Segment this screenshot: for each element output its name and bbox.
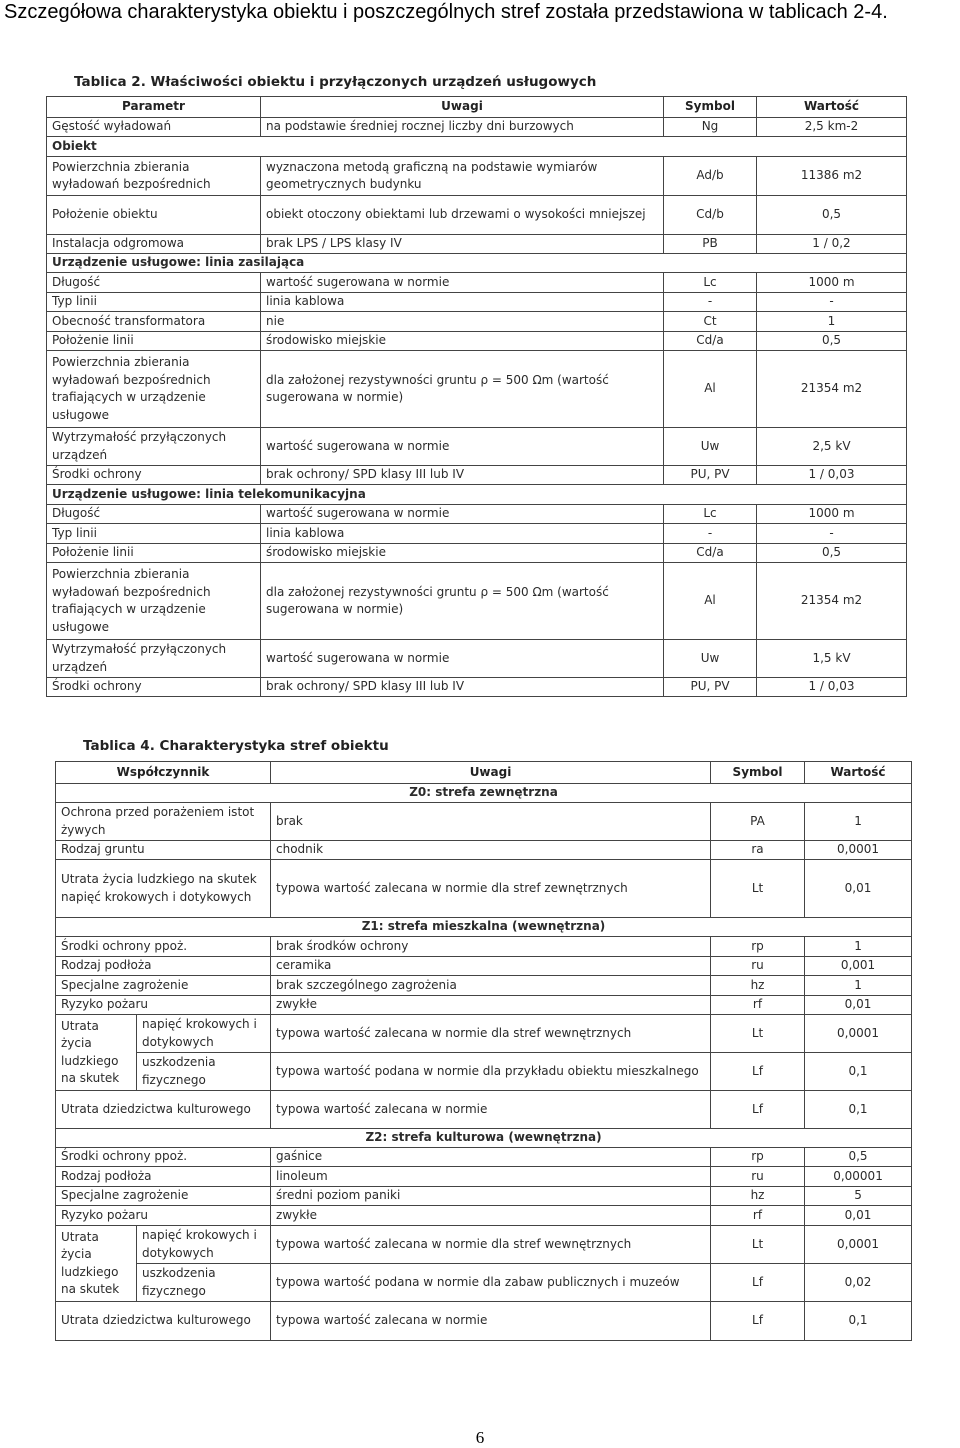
table2-row [47,428,907,466]
param-cell: Rodzaj gruntu [56,841,271,860]
table4-row [56,937,912,957]
notes-cell: brak środków ochrony [271,937,711,957]
table2-row [47,332,907,351]
symbol-cell: rf [711,996,805,1015]
symbol-cell: Lf [711,1091,805,1129]
zone-title: Z1: strefa mieszkalna (wewnętrzna) [56,918,912,937]
value-cell: 21354 m2 [757,351,907,428]
value-cell: 0,00001 [805,1167,912,1187]
param-cell: Utrata życia ludzkiego na skutek napięć krokowych i dotykowych [56,860,271,918]
param-cell: Środki ochrony ppoż. [56,937,271,957]
value-cell: 0,0001 [805,1226,912,1264]
value-cell: 0,01 [805,1206,912,1226]
param-cell: Rodzaj podłoża [56,957,271,976]
symbol-cell: Lf [711,1264,805,1302]
symbol-cell: rp [711,937,805,957]
param-cell: Położenie obiektu [47,196,261,235]
page-number: 6 [475,1428,485,1447]
symbol-cell: Lf [711,1302,805,1341]
notes-cell: wartość sugerowana w normie [261,273,664,293]
loss-subtype: napięć krokowych i dotykowych [137,1226,271,1264]
symbol-cell: Cd/a [664,332,757,351]
symbol-cell: Lt [711,1226,805,1264]
notes-cell: typowa wartość zalecana w normie [271,1091,711,1129]
header-uwagi: Uwagi [261,97,664,118]
param-cell: Położenie linii [47,544,261,563]
table2-caption: Tablica 2. Właściwości obiektu i przyłączonych urządzeń usługowych [74,74,597,90]
symbol-cell: Cd/a [664,544,757,563]
loss-group-label: Utrata życia ludzkiego na skutek [56,1226,137,1302]
symbol-cell: ra [711,841,805,860]
param-cell: Wytrzymałość przyłączonych urządzeń [47,640,261,678]
symbol-cell: hz [711,1187,805,1206]
table4-row [56,996,912,1015]
symbol-cell: PU, PV [664,678,757,697]
value-cell: 1 [805,803,912,841]
value-cell: 1000 m [757,505,907,524]
table4-heritage-row [56,1091,912,1129]
section-title: Urządzenie usługowe: linia telekomunikacyjna [47,485,907,505]
symbol-cell: - [664,293,757,312]
header-symbol: Symbol [664,97,757,118]
symbol-cell: hz [711,976,805,996]
section-title: Obiekt [47,137,907,157]
symbol-cell: Lc [664,273,757,293]
notes-cell: typowa wartość zalecana w normie dla stref wewnętrznych [271,1226,711,1264]
symbol-cell: Lt [711,860,805,918]
notes-cell: brak ochrony/ SPD klasy III lub IV [261,466,664,485]
table2-row [47,466,907,485]
notes-cell: obiekt otoczony obiektami lub drzewami o wysokości mniejszej [261,196,664,235]
value-cell: 5 [805,1187,912,1206]
notes-cell: ceramika [271,957,711,976]
notes-cell: typowa wartość zalecana w normie dla stref wewnętrznych [271,1015,711,1053]
notes-cell: brak szczególnego zagrożenia [271,976,711,996]
value-cell: 0,01 [805,996,912,1015]
table4-row [56,860,912,918]
symbol-cell: PA [711,803,805,841]
table4-row [56,1167,912,1187]
symbol-cell: - [664,524,757,544]
header-symbol: Symbol [711,762,805,784]
table4-row [56,957,912,976]
value-cell: 21354 m2 [757,563,907,640]
notes-cell: wartość sugerowana w normie [261,640,664,678]
zone-title-row [56,918,912,937]
value-cell: 1000 m [757,273,907,293]
header-wartosc: Wartość [805,762,912,784]
table2-section-row [47,254,907,273]
table4-row [56,1148,912,1167]
table4-caption: Tablica 4. Charakterystyka stref obiektu [83,738,389,754]
symbol-cell: Ct [664,312,757,332]
notes-cell: typowa wartość podana w normie dla zabaw publicznych i muzeów [271,1264,711,1302]
value-cell: 0,1 [805,1053,912,1091]
zone-title-row [56,784,912,803]
notes-cell: wyznaczona metodą graficzną na podstawie wymiarów geometrycznych budynku [261,157,664,196]
value-cell: 1 [805,937,912,957]
symbol-cell: Lf [711,1053,805,1091]
value-cell: 0,5 [757,196,907,235]
table2-row [47,544,907,563]
param-cell: Utrata dziedzictwa kulturowego [56,1302,271,1341]
value-cell: 1 [805,976,912,996]
table4-row [56,976,912,996]
notes-cell: typowa wartość podana w normie dla przykładu obiektu mieszkalnego [271,1053,711,1091]
loss-subtype: uszkodzenia fizycznego [137,1053,271,1091]
table2-row [47,505,907,524]
value-cell: 2,5 kV [757,428,907,466]
param-cell: Długość [47,273,261,293]
notes-cell: linia kablowa [261,293,664,312]
notes-cell: na podstawie średniej rocznej liczby dni burzowych [261,118,664,137]
loss-subtype: uszkodzenia fizycznego [137,1264,271,1302]
table2-header-row [47,97,907,118]
param-cell: Środki ochrony [47,678,261,697]
notes-cell: linia kablowa [261,524,664,544]
param-cell: Powierzchnia zbierania wyładowań bezpośrednich trafiających w urządzenie usługowe [47,563,261,640]
table4-loss-row [56,1053,912,1091]
table2-row [47,118,907,137]
param-cell: Obecność transformatora [47,312,261,332]
symbol-cell: Lc [664,505,757,524]
symbol-cell: Uw [664,640,757,678]
param-cell: Rodzaj podłoża [56,1167,271,1187]
table4-row [56,1187,912,1206]
value-cell: 1 / 0,2 [757,235,907,254]
param-cell: Typ linii [47,524,261,544]
symbol-cell: Lt [711,1015,805,1053]
symbol-cell: Cd/b [664,196,757,235]
notes-cell: środowisko miejskie [261,544,664,563]
table2-row [47,640,907,678]
notes-cell: dla założonej rezystywności gruntu ρ = 500 Ωm (wartość sugerowana w normie) [261,563,664,640]
loss-subtype: napięć krokowych i dotykowych [137,1015,271,1053]
param-cell: Środki ochrony [47,466,261,485]
param-cell: Długość [47,505,261,524]
notes-cell: średni poziom paniki [271,1187,711,1206]
table4 [55,761,912,1341]
notes-cell: brak ochrony/ SPD klasy III lub IV [261,678,664,697]
value-cell: 2,5 km-2 [757,118,907,137]
value-cell: - [757,293,907,312]
notes-cell: brak LPS / LPS klasy IV [261,235,664,254]
table4-loss-row [56,1264,912,1302]
symbol-cell: rf [711,1206,805,1226]
param-cell: Typ linii [47,293,261,312]
value-cell: 1,5 kV [757,640,907,678]
value-cell: 0,5 [805,1148,912,1167]
table4-loss-row [56,1015,912,1053]
section-title: Urządzenie usługowe: linia zasilająca [47,254,907,273]
table4-row [56,803,912,841]
notes-cell: środowisko miejskie [261,332,664,351]
param-cell: Ryzyko pożaru [56,996,271,1015]
value-cell: 11386 m2 [757,157,907,196]
table4-row [56,841,912,860]
notes-cell: wartość sugerowana w normie [261,505,664,524]
param-cell: Specjalne zagrożenie [56,1187,271,1206]
symbol-cell: Ad/b [664,157,757,196]
param-cell: Położenie linii [47,332,261,351]
zone-title-row [56,1129,912,1148]
table2-section-row [47,485,907,505]
value-cell: 0,5 [757,332,907,351]
loss-group-label: Utrata życia ludzkiego na skutek [56,1015,137,1091]
table2-section-row [47,137,907,157]
param-cell: Powierzchnia zbierania wyładowań bezpośrednich [47,157,261,196]
value-cell: 0,5 [757,544,907,563]
param-cell: Specjalne zagrożenie [56,976,271,996]
notes-cell: dla założonej rezystywności gruntu ρ = 500 Ωm (wartość sugerowana w normie) [261,351,664,428]
param-cell: Ochrona przed porażeniem istot żywych [56,803,271,841]
symbol-cell: Uw [664,428,757,466]
table4-heritage-row [56,1302,912,1341]
header-parametr: Parametr [47,97,261,118]
symbol-cell: PU, PV [664,466,757,485]
zone-title: Z0: strefa zewnętrzna [56,784,912,803]
zone-title: Z2: strefa kulturowa (wewnętrzna) [56,1129,912,1148]
symbol-cell: ru [711,1167,805,1187]
table2 [46,96,907,697]
notes-cell: nie [261,312,664,332]
table2-row [47,273,907,293]
value-cell: 1 / 0,03 [757,466,907,485]
symbol-cell: ru [711,957,805,976]
notes-cell: gaśnice [271,1148,711,1167]
value-cell: 0,01 [805,860,912,918]
notes-cell: zwykłe [271,996,711,1015]
notes-cell: brak [271,803,711,841]
symbol-cell: Al [664,563,757,640]
notes-cell: chodnik [271,841,711,860]
table2-row [47,312,907,332]
symbol-cell: Ng [664,118,757,137]
value-cell: - [757,524,907,544]
value-cell: 0,0001 [805,1015,912,1053]
notes-cell: typowa wartość zalecana w normie [271,1302,711,1341]
symbol-cell: rp [711,1148,805,1167]
intro-sentence: Szczegółowa charakterystyka obiektu i poszczególnych stref została przedstawiona w tablicach 2-4. [4,1,888,23]
value-cell: 1 / 0,03 [757,678,907,697]
notes-cell: zwykłe [271,1206,711,1226]
header-wartosc: Wartość [757,97,907,118]
table2-row [47,524,907,544]
param-cell: Instalacja odgromowa [47,235,261,254]
table2-row [47,678,907,697]
value-cell: 0,02 [805,1264,912,1302]
table4-header-row [56,762,912,784]
table2-row [47,563,907,640]
table2-row [47,351,907,428]
notes-cell: wartość sugerowana w normie [261,428,664,466]
header-wspolczynnik: Współczynnik [56,762,271,784]
value-cell: 0,0001 [805,841,912,860]
table4-row [56,1206,912,1226]
value-cell: 0,1 [805,1091,912,1129]
notes-cell: linoleum [271,1167,711,1187]
param-cell: Wytrzymałość przyłączonych urządzeń [47,428,261,466]
value-cell: 0,001 [805,957,912,976]
header-uwagi: Uwagi [271,762,711,784]
symbol-cell: PB [664,235,757,254]
param-cell: Powierzchnia zbierania wyładowań bezpośrednich trafiających w urządzenie usługowe [47,351,261,428]
value-cell: 1 [757,312,907,332]
param-cell: Utrata dziedzictwa kulturowego [56,1091,271,1129]
table2-row [47,235,907,254]
table4-loss-row [56,1226,912,1264]
param-cell: Środki ochrony ppoż. [56,1148,271,1167]
table2-row [47,293,907,312]
table2-row [47,196,907,235]
notes-cell: typowa wartość zalecana w normie dla stref zewnętrznych [271,860,711,918]
param-cell: Ryzyko pożaru [56,1206,271,1226]
param-cell: Gęstość wyładowań [47,118,261,137]
table2-row [47,157,907,196]
value-cell: 0,1 [805,1302,912,1341]
symbol-cell: Al [664,351,757,428]
